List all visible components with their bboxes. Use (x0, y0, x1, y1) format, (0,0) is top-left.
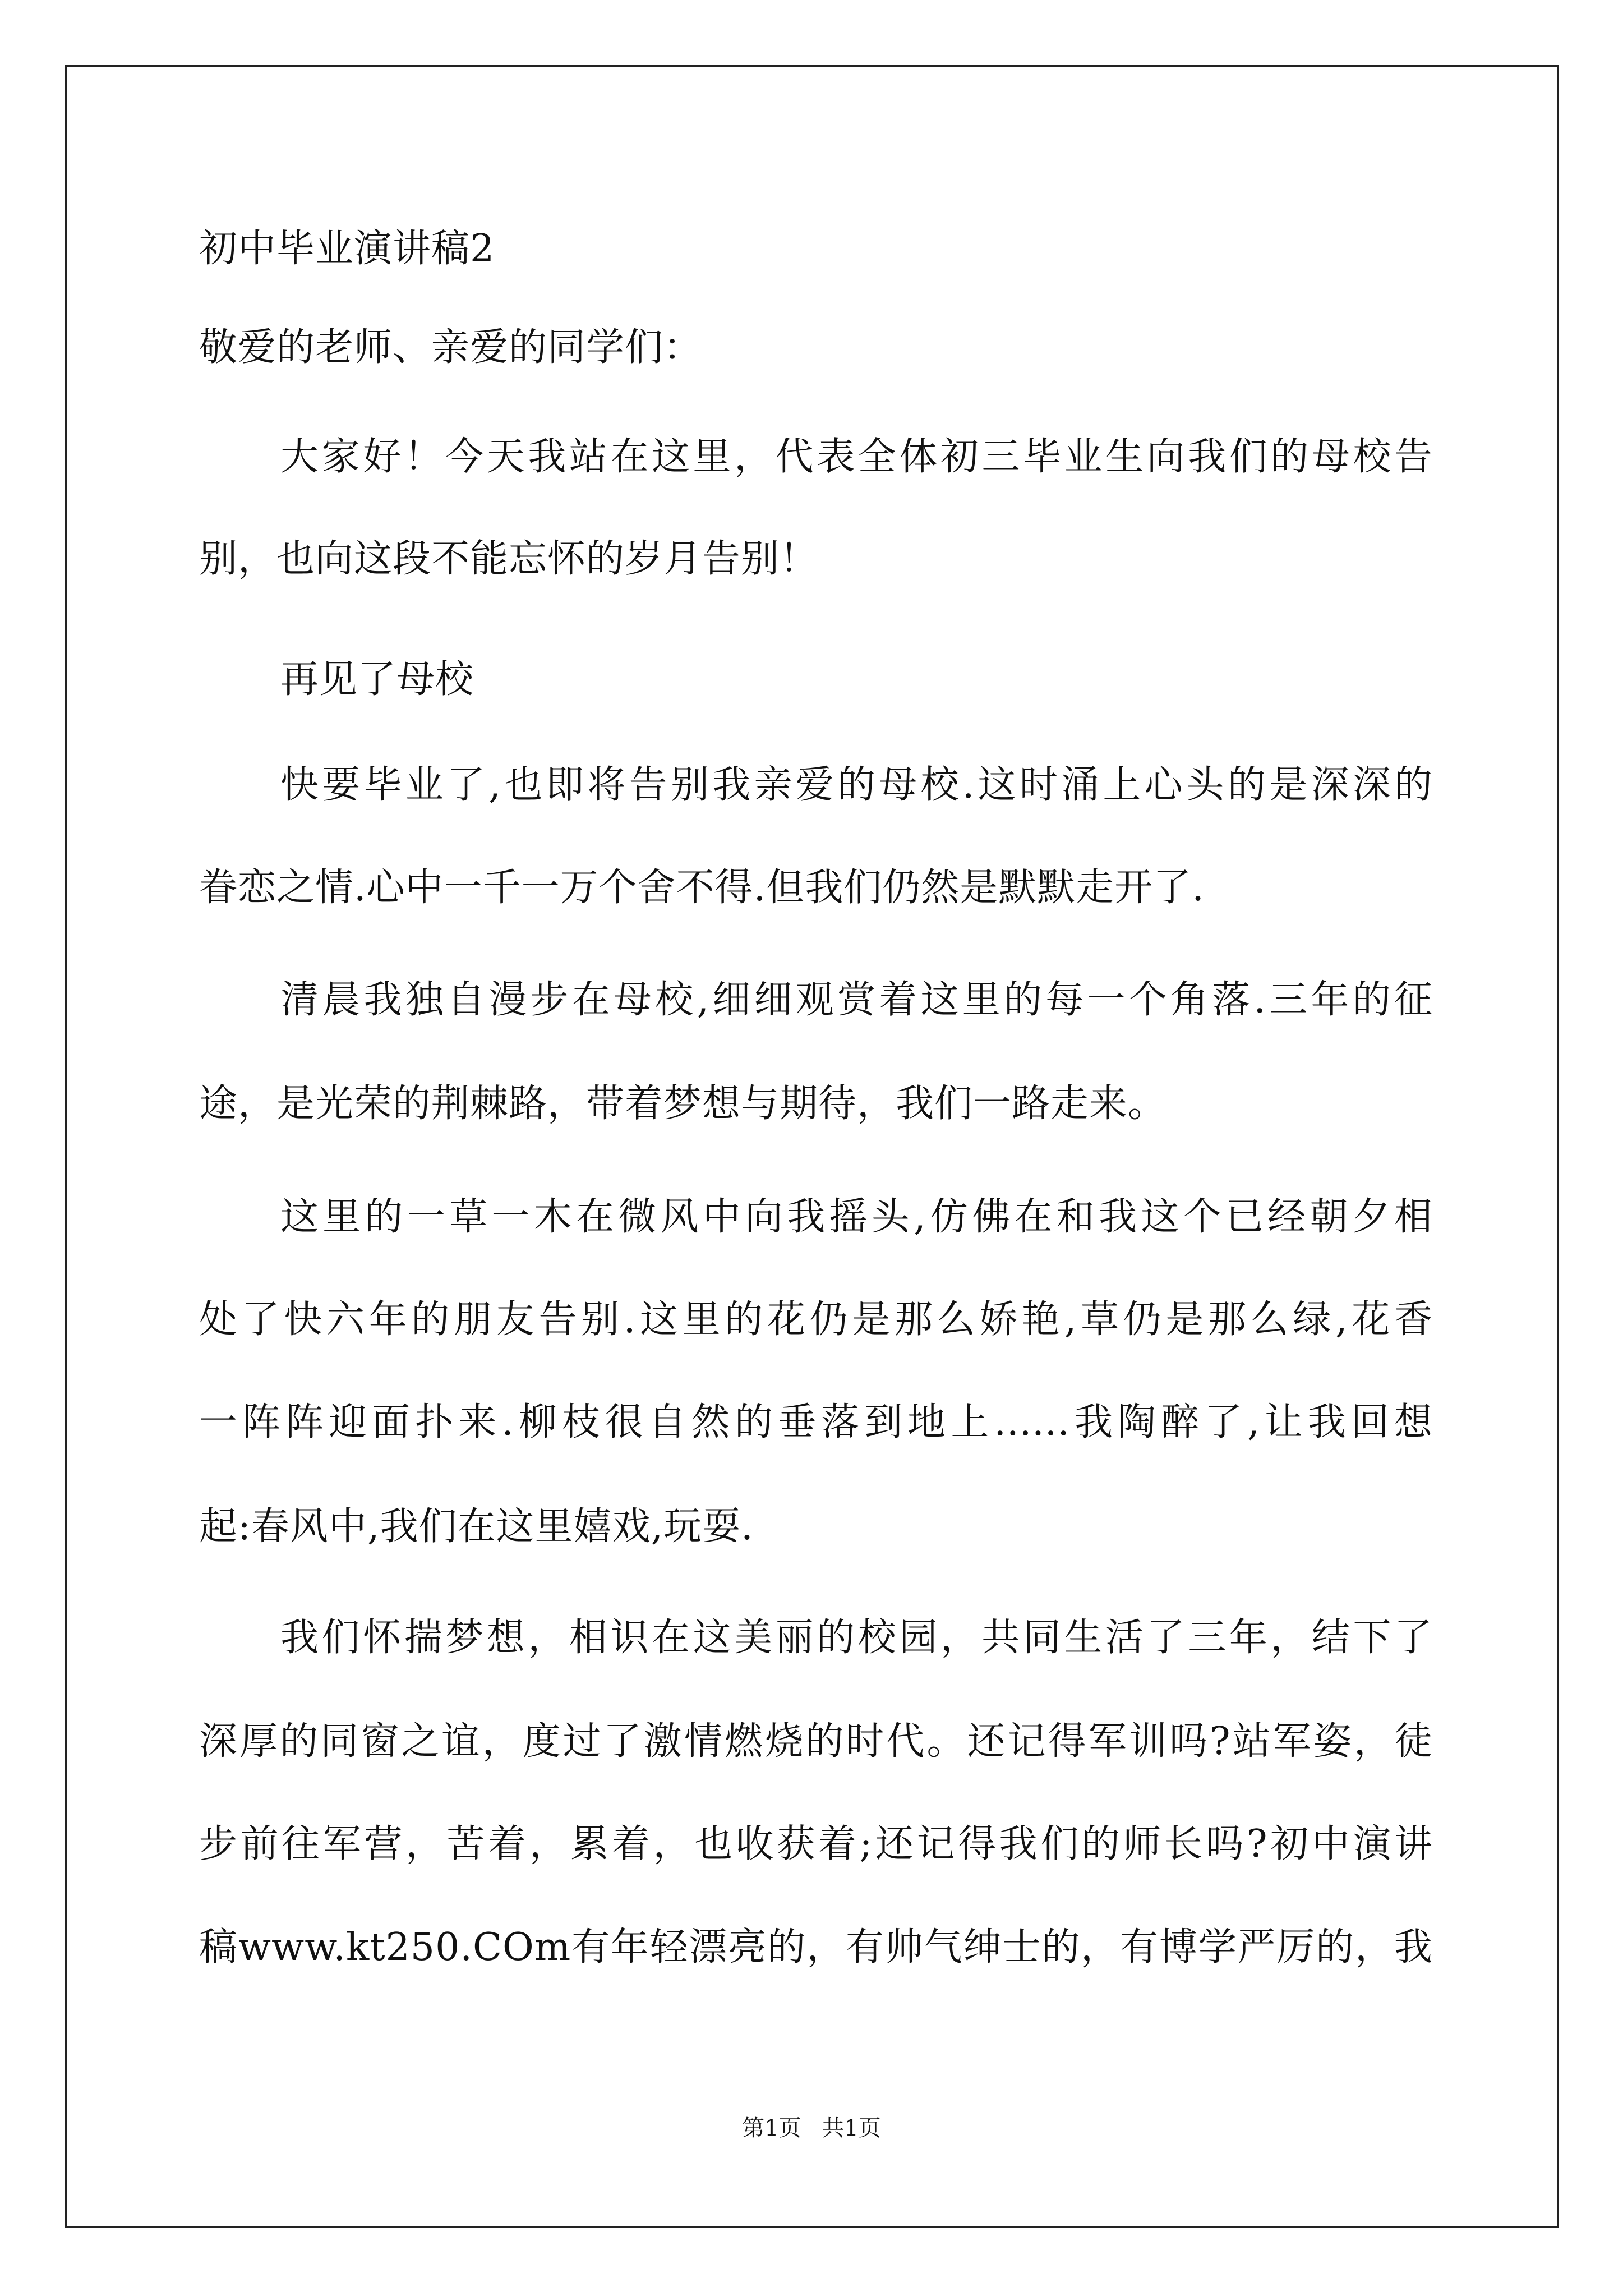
page-border (65, 65, 1559, 2228)
paragraph-line: 我们怀揣梦想，相识在这美丽的校园，共同生活了三年，结下了 (280, 1616, 1433, 1660)
salutation: 敬爱的老师、亲爱的同学们： (199, 325, 703, 370)
paragraph-line: 步前往军营，苦着，累着，也收获着;还记得我们的师长吗?初中演讲 (199, 1822, 1433, 1866)
paragraph-line: 一阵阵迎面扑来.柳枝很自然的垂落到地上......我陶醉了,让我回想 (199, 1400, 1433, 1444)
paragraph-line: 这里的一草一木在微风中向我摇头,仿佛在和我这个已经朝夕相 (280, 1195, 1433, 1239)
paragraph-line: 别，也向这段不能忘怀的岁月告别！ (199, 537, 819, 581)
paragraph-line: 稿www.kt250.COm有年轻漂亮的，有帅气绅士的，有博学严厉的，我 (199, 1925, 1433, 1970)
paragraph-line: 清晨我独自漫步在母校,细细观赏着这里的每一个角落.三年的征 (280, 978, 1433, 1022)
paragraph-line: 处了快六年的朋友告别.这里的花仍是那么娇艳,草仍是那么绿,花香 (199, 1297, 1433, 1342)
paragraph-line: 大家好！今天我站在这里，代表全体初三毕业生向我们的母校告 (280, 435, 1433, 479)
section-heading: 再见了母校 (280, 657, 474, 702)
paragraph-line: 深厚的同窗之谊，度过了激情燃烧的时代。还记得军训吗?站军姿，徒 (199, 1719, 1433, 1764)
paragraph-line: 眷恋之情.心中一千一万个舍不得.但我们仍然是默默走开了. (199, 866, 1205, 910)
paragraph-line: 起:春风中,我们在这里嬉戏,玩耍. (199, 1504, 754, 1549)
paragraph-line: 快要毕业了,也即将告别我亲爱的母校.这时涌上心头的是深深的 (280, 763, 1433, 807)
page-total: 共1页 (822, 2115, 881, 2141)
page-footer (0, 2115, 1623, 2142)
paragraph-line: 途，是光荣的荆棘路，带着梦想与期待，我们一路走来。 (199, 1082, 1167, 1126)
page-number: 第1页 (742, 2115, 801, 2141)
document-title: 初中毕业演讲稿2 (199, 227, 495, 271)
